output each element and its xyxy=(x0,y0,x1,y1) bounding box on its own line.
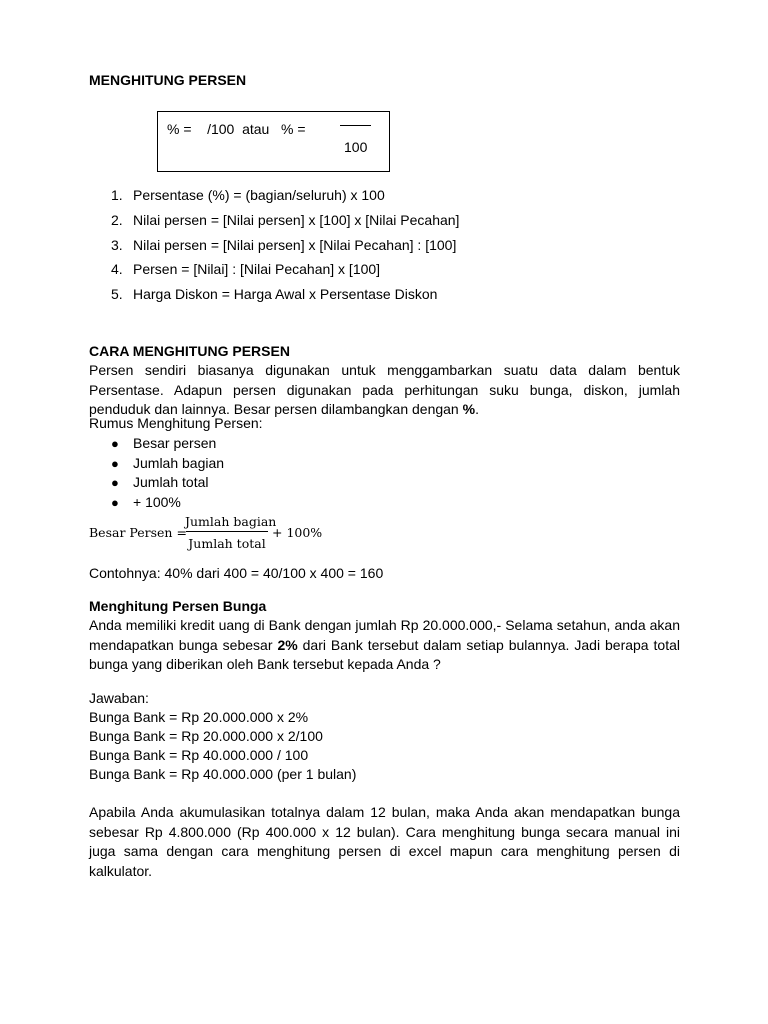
answer-label: Jawaban: xyxy=(89,690,149,706)
list-item xyxy=(111,260,671,285)
page-title: MENGHITUNG PERSEN xyxy=(89,72,247,88)
intro-paragraph xyxy=(89,361,680,420)
rumus-label: Rumus Menghitung Persen: xyxy=(89,415,263,431)
list-item xyxy=(111,211,671,236)
fraction-denominator: Jumlah total xyxy=(188,536,266,551)
list-text: Nilai persen = [Nilai persen] x [Nilai Pecahan] : [100] xyxy=(133,236,457,253)
example-line: Contohnya: 40% dari 400 = 40/100 x 400 = 160 xyxy=(89,565,384,581)
list-text: Harga Diskon = Harga Awal x Persentase Diskon xyxy=(133,286,438,303)
list-number: 1. xyxy=(111,187,123,203)
conclusion-paragraph: Apabila Anda akumulasikan totalnya dalam 12 bulan, maka Anda akan mendapatkan bunga sebesar Rp 4.800.000 (Rp 400.000 x 12 bulan). Cara menghitung bunga secara manual ini juga sama dengan cara menghitung persen di excel mapun cara menghitung persen di kalkulator. xyxy=(89,804,680,880)
formula-list xyxy=(111,186,671,310)
bullet-icon: ● xyxy=(111,436,119,451)
bullet-icon: ● xyxy=(111,455,119,471)
percent-symbol: % xyxy=(462,401,476,418)
section-heading: CARA MENGHITUNG PERSEN xyxy=(89,343,290,359)
answer-line: Bunga Bank = Rp 40.000.000 / 100 xyxy=(89,747,309,763)
bullet-text: + 100% xyxy=(133,494,181,511)
paragraph-text: Persen sendiri biasanya digunakan untuk menggambarkan suatu data dalam bentuk Persentase. Adapun persen digunakan pada perhitungan suku bunga, diskon, jumlah penduduk dan lainnya. Besar persen dilambangkan dengan xyxy=(89,362,680,418)
fraction-bar xyxy=(340,125,371,126)
bullet-text: Jumlah bagian xyxy=(133,454,225,471)
list-text: Nilai persen = [Nilai persen] x [100] x [Nilai Pecahan] xyxy=(133,211,460,228)
paragraph-text: Anda memiliki kredit uang di Bank dengan jumlah Rp 20.000.000,- Selama setahun, anda akan mendapatkan bunga sebesar xyxy=(89,617,680,653)
section-heading: Menghitung Persen Bunga xyxy=(89,598,267,614)
list-item xyxy=(111,236,671,261)
answer-line: Bunga Bank = Rp 20.000.000 x 2% xyxy=(89,709,309,725)
formula-box-denominator: 100 xyxy=(344,139,368,155)
paragraph-text-end: dari Bank tersebut dalam setiap bulannya. Jadi berapa total bunga yang diberikan oleh Bank tersebut kepada Anda ? xyxy=(89,636,681,673)
answer-line: Bunga Bank = Rp 20.000.000 x 2/100 xyxy=(89,728,323,744)
list-item xyxy=(111,186,671,211)
list-number: 3. xyxy=(111,236,123,253)
bullet-icon: ● xyxy=(111,475,119,491)
list-item xyxy=(111,285,671,310)
equation-rhs: + 100% xyxy=(272,525,323,540)
paragraph-text-end: . xyxy=(475,401,479,418)
list-number: 4. xyxy=(111,261,123,278)
list-text: Persentase (%) = (bagian/seluruh) x 100 xyxy=(133,187,385,203)
bullet-icon: ● xyxy=(111,495,119,511)
interest-rate: 2% xyxy=(277,636,298,653)
equation-fraction xyxy=(185,512,277,554)
list-number: 5. xyxy=(111,286,123,303)
formula-box xyxy=(157,111,390,172)
question-paragraph xyxy=(89,616,680,675)
fraction-numerator: Jumlah bagian xyxy=(185,514,277,529)
answer-line: Bunga Bank = Rp 40.000.000 (per 1 bulan) xyxy=(89,766,357,782)
formula-box-line: % = /100 atau % = xyxy=(167,121,306,137)
bullet-text: Jumlah total xyxy=(133,474,209,491)
list-text: Persen = [Nilai] : [Nilai Pecahan] x [100] xyxy=(133,261,381,278)
equation-lhs: Besar Persen = xyxy=(89,525,187,540)
list-number: 2. xyxy=(111,211,123,228)
bullet-text: Besar persen xyxy=(133,435,217,451)
